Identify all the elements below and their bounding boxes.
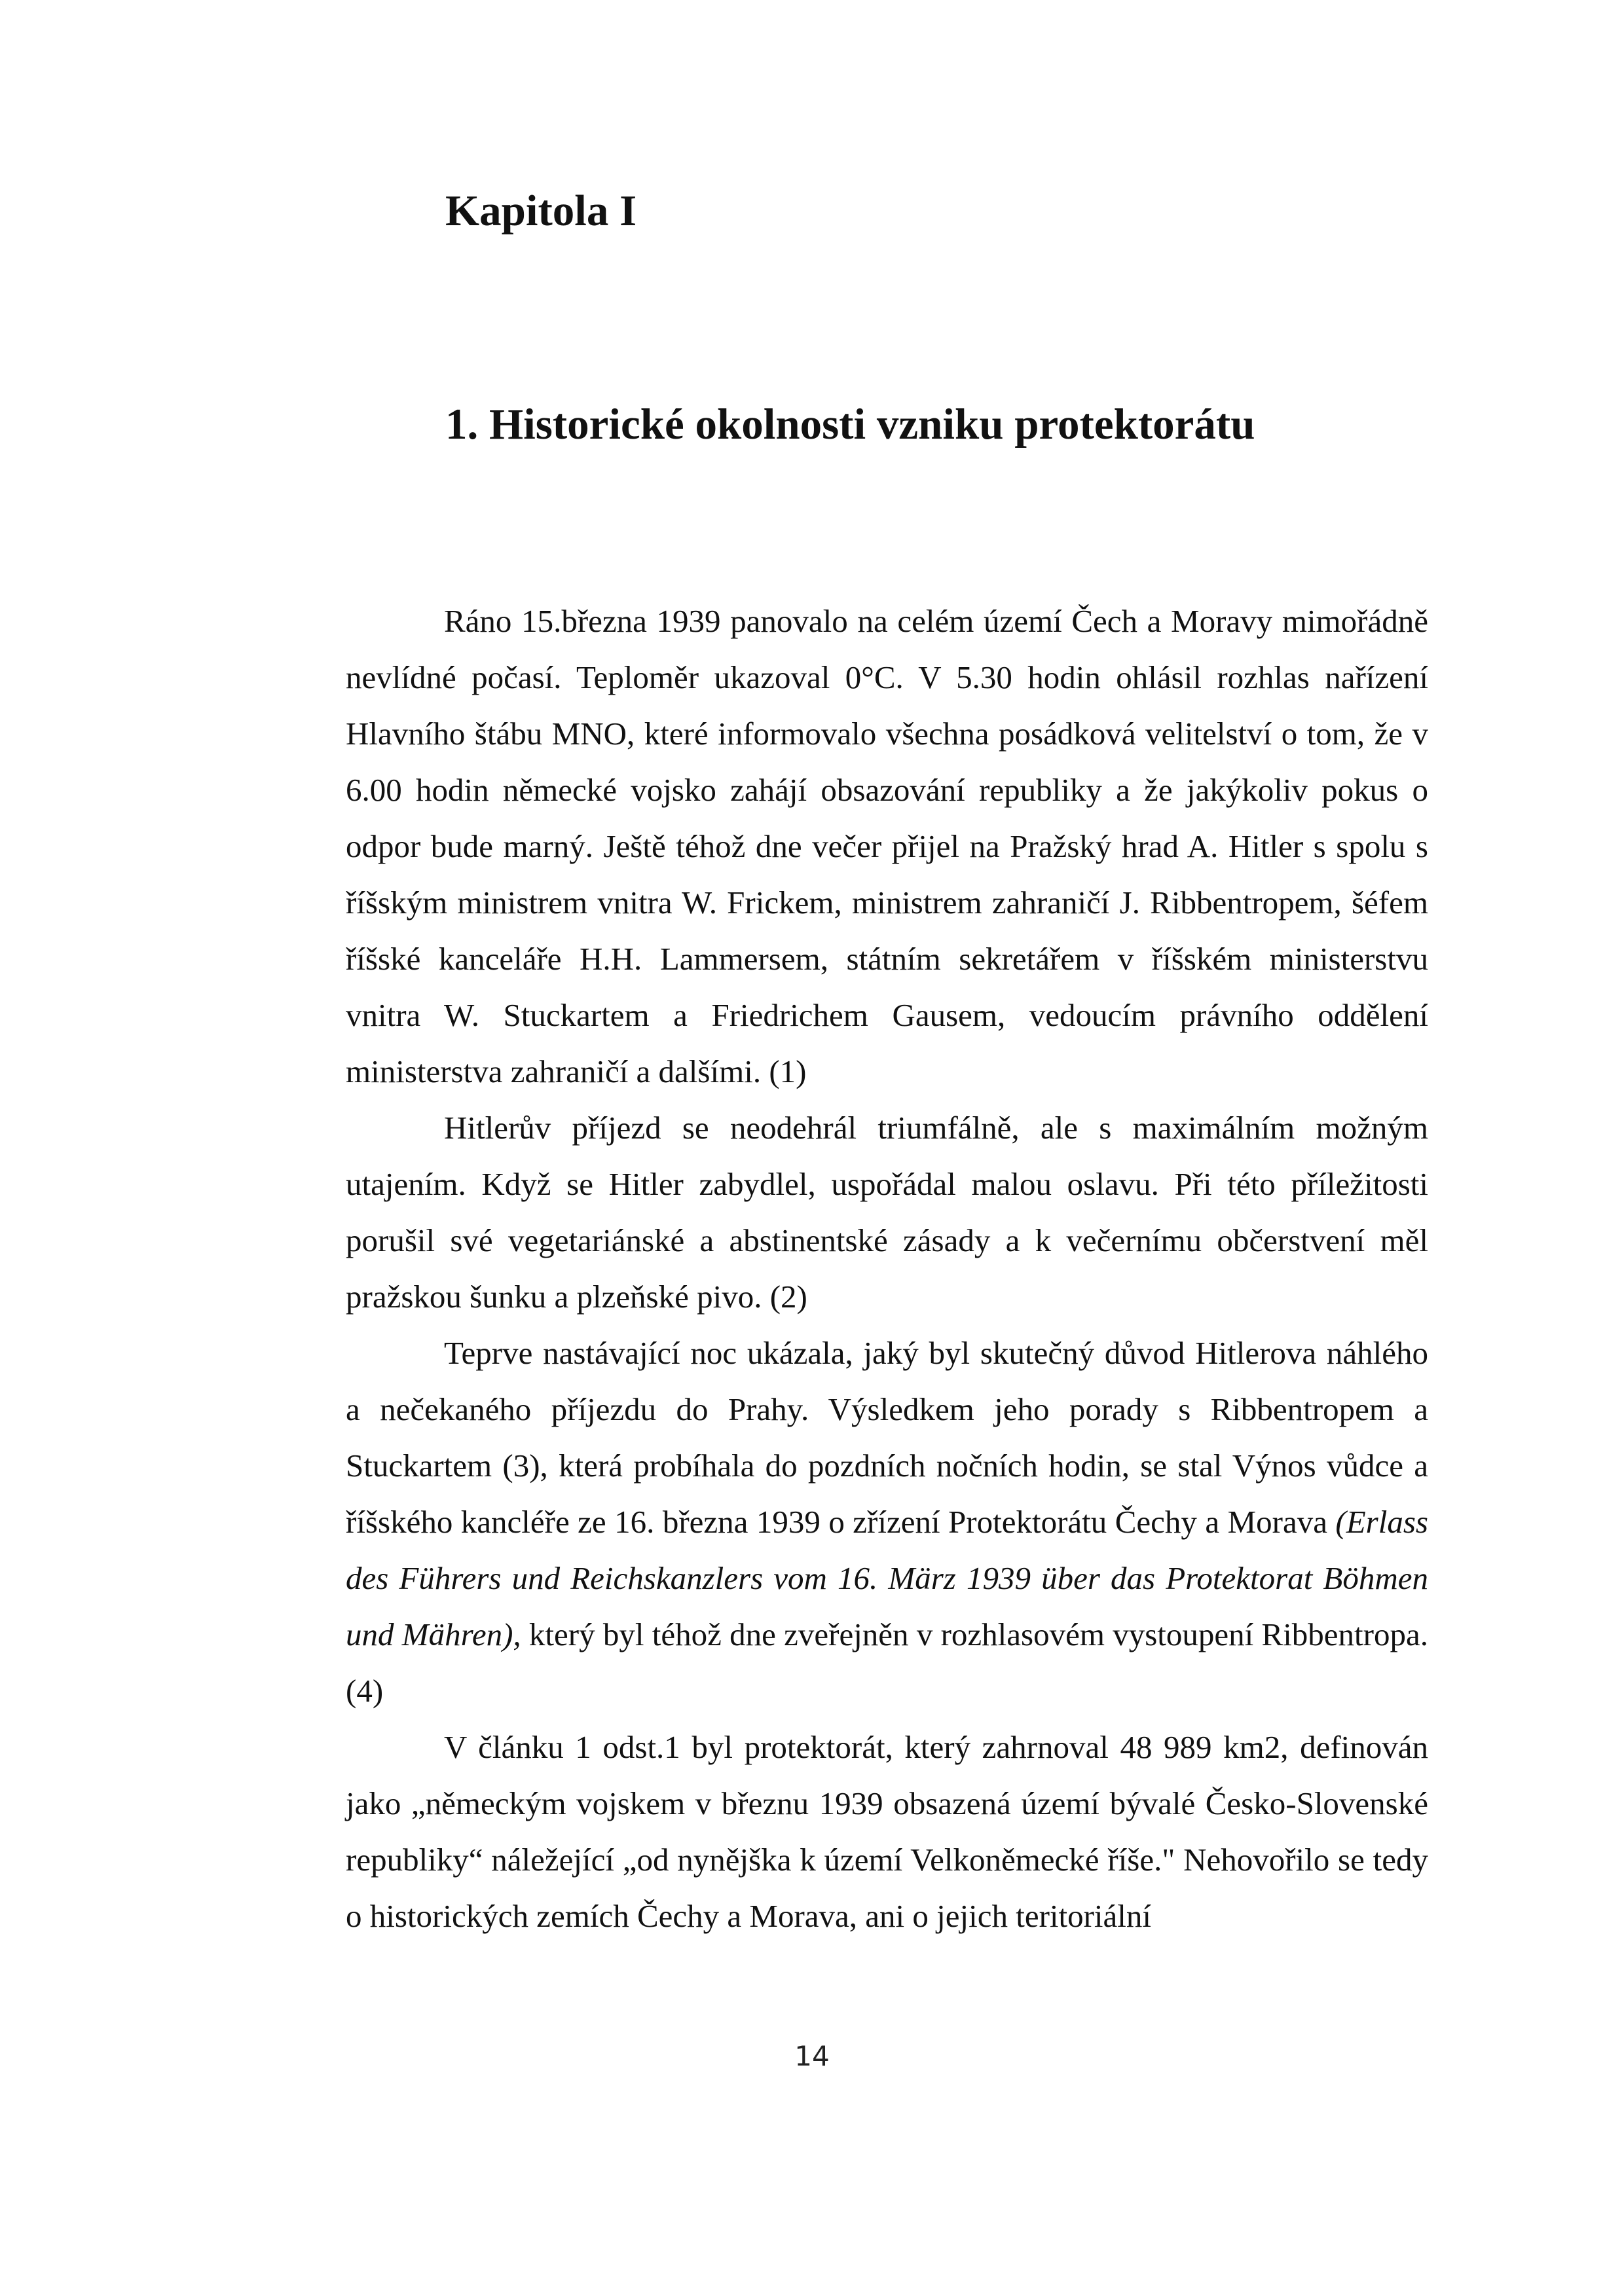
text-run: Hitlerův příjezd se neodehrál triumfálně, ale s maximálním možným utajením. Když se Hitler zabydlel, uspořádal malou oslavu. Při této příležitosti porušil své vegetariánské a abstinentské zásady a k večernímu občerstvení měl pražskou šunku a plzeňské pivo. (2) [346, 1110, 1428, 1315]
section-heading: 1. Historické okolnosti vzniku protektorátu [445, 400, 1255, 448]
page-number: 14 [794, 2040, 830, 2072]
paragraph [346, 1325, 1428, 1719]
paragraph [346, 593, 1428, 1100]
italic-text-run: (Erlass des Führers und Reichskanzlers vom 16. März 1939 über das Protektorat Böhmen und Mähren), [346, 1504, 1428, 1652]
text-run: Ráno 15.března 1939 panovalo na celém území Čech a Moravy mimořádně nevlídné počasí. Teploměr ukazoval 0°C. V 5.30 hodin ohlásil rozhlas nařízení Hlavního štábu MNO, které informovalo všechna posádková velitelství o tom, že v 6.00 hodin německé vojsko zahájí obsazování republiky a že jakýkoliv pokus o odpor bude marný. Ještě téhož dne večer přijel na Pražský hrad A. Hitler s spolu s říšským ministrem vnitra W. Frickem, ministrem zahraničí J. Ribbentropem, šéfem říšské kanceláře H.H. Lammersem, státním sekretářem v říšském ministerstvu vnitra W. Stuckartem a Friedrichem Gausem, vedoucím právního oddělení ministerstva zahraničí a dalšími. (1) [346, 603, 1428, 1089]
chapter-heading: Kapitola I [445, 187, 637, 235]
text-run: který byl téhož dne zveřejněn v rozhlasovém vystoupení Ribbentropa. (4) [346, 1616, 1428, 1709]
text-run: Teprve nastávající noc ukázala, jaký byl skutečný důvod Hitlerova náhlého a nečekaného příjezdu do Prahy. Výsledkem jeho porady s Ribbentropem a Stuckartem (3), která probíhala do pozdních nočních hodin, se stal Výnos vůdce a říšského kancléře ze 16. března 1939 o zřízení Protektorátu Čechy a Morava [346, 1335, 1428, 1540]
paragraph [346, 1100, 1428, 1325]
paragraph [346, 1719, 1428, 1944]
body-text [346, 593, 1428, 1944]
text-run: V článku 1 odst.1 byl protektorát, který zahrnoval 48 989 km2, definován jako „německým vojskem v březnu 1939 obsazená území bývalé Česko-Slovenské republiky“ náležející „od nynějška k území Velkoněmecké říše." Nehovořilo se tedy o historických zemích Čechy a Morava, ani o jejich teritoriální [346, 1729, 1428, 1934]
